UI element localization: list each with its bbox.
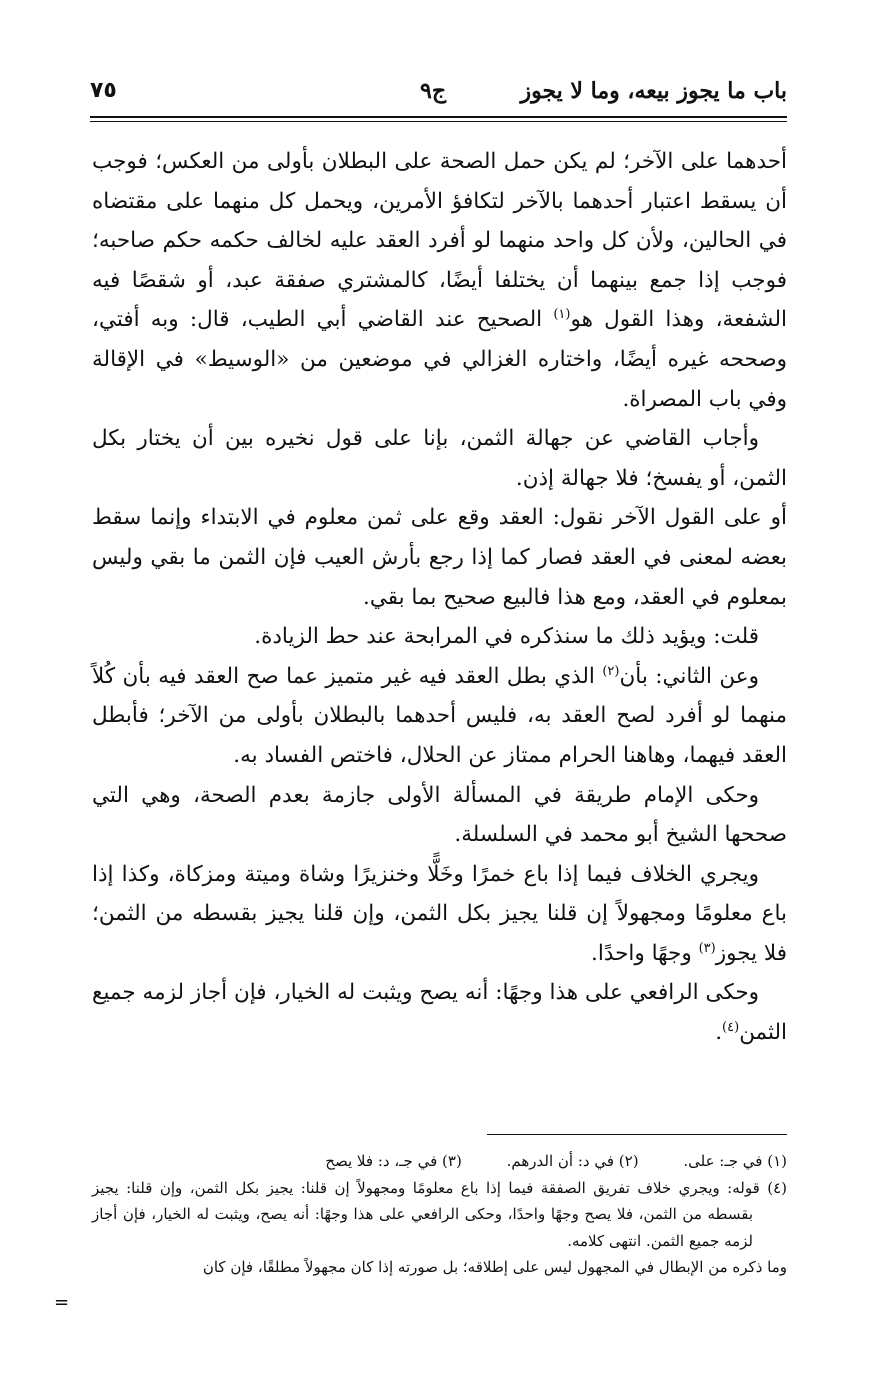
paragraph bbox=[92, 498, 787, 617]
paragraph-text: الصحيح عند القاضي أبي الطيب، قال: وبه أفتي، وصححه غيره أيضًا، واختاره الغزالي في موضعين من «الوسيط» في الإقالة وفي باب المصراة. bbox=[92, 307, 787, 412]
paragraph-text: أو على القول الآخر نقول: العقد وقع على ثمن معلوم في الابتداء وإنما سقط بعضه لمعنى في العقد فصار كما إذا رجع بأرش العيب فإن الثمن ما بقي وليس بمعلوم في العقد، ومع هذا فالبيع صحيح بما بقي. bbox=[92, 505, 787, 610]
paragraph-text: قلت: ويؤيد ذلك ما سنذكره في المرابحة عند حط الزيادة. bbox=[254, 624, 759, 650]
footnote-ref: (٤) bbox=[722, 1019, 740, 1035]
footnote-1: (١) في جـ: على. bbox=[683, 1152, 787, 1170]
paragraph-text: . bbox=[715, 1020, 723, 1046]
volume-label: ج۹ bbox=[420, 78, 447, 104]
paragraph-text: وحكى الإمام طريقة في المسألة الأولى جازمة بعدم الصحة، وهي التي صححها الشيخ أبو محمد في السلسلة. bbox=[92, 782, 787, 848]
page-number: ٧٥ bbox=[90, 78, 117, 103]
footnote-4: (٤) قوله: ويجري خلاف تفريق الصفقة فيما إذا باع معلومًا ومجهولاً إن قلنا: يجيز بكل الثمن، وإن قلنا: يجيز بقسطه من الثمن، فلا يصح وجهًا واحدًا، وحكى الرافعي على هذا وجهًا: أنه يصح، ويثبت له الخيار، فإن أجاز لزمه جميع الثمن. انتهى كلامه. bbox=[92, 1178, 787, 1250]
paragraph bbox=[92, 142, 787, 419]
paragraph-text: وجهًا واحدًا. bbox=[591, 940, 699, 966]
footnote-separator bbox=[487, 1134, 787, 1135]
footnote-continuation: وما ذكره من الإبطال في المجهول ليس على إطلاقه؛ بل صورته إذا كان مجهولاً مطلقًا، فإن كان bbox=[202, 1258, 787, 1276]
header-rule-thin bbox=[90, 121, 787, 122]
footnote-ref: (١) bbox=[553, 307, 571, 323]
main-text bbox=[92, 142, 787, 1053]
paragraph-text: ويجري الخلاف فيما إذا باع خمرًا وخَلًّا وخنزيرًا وشاة وميتة ومزكاة، وكذا إذا باع معلومًا ومجهولاً إن قلنا يجيز بكل الثمن، وإن قلنا يجيز بقسطه من الثمن؛ فلا يجوز bbox=[92, 861, 787, 966]
paragraph-text: وأجاب القاضي عن جهالة الثمن، بإنا على قول نخيره بين أن يختار بكل الثمن، أو يفسخ؛ فلا جهالة إذن. bbox=[92, 426, 787, 491]
paragraph-text: الذي بطل العقد فيه غير متميز عما صح العقد فيه بأن كُلاً منهما لو أفرد لصح العقد به، فليس أحدهما بالبطلان بأولى من الآخر؛ فأبطل العقد فيهما، وهاهنا الحرام ممتاز عن الحلال، فاختص الفساد به. bbox=[92, 663, 787, 768]
paragraph bbox=[92, 419, 787, 498]
paragraph-text: وحكى الرافعي على هذا وجهًا: أنه يصح ويثبت له الخيار، فإن أجاز لزمه جميع الثمن bbox=[92, 980, 787, 1046]
footnote-ref: (٣) bbox=[698, 940, 716, 956]
footnote-row-1-3 bbox=[92, 1148, 787, 1175]
footnote-ref: (٢) bbox=[602, 663, 620, 679]
paragraph bbox=[92, 973, 787, 1052]
footnote-3: (٣) في جـ، د: فلا يصح bbox=[325, 1152, 462, 1170]
paragraph bbox=[92, 776, 787, 855]
footnotes bbox=[92, 1148, 787, 1281]
continuation-mark: = bbox=[54, 1292, 70, 1313]
header-rule-thick bbox=[90, 116, 787, 118]
running-header bbox=[90, 78, 787, 112]
paragraph bbox=[92, 617, 787, 657]
paragraph-text: أحدهما على الآخر؛ لم يكن حمل الصحة على البطلان بأولى من العكس؛ فوجب أن يسقط اعتبار أحدهما بالآخر لتكافؤ الأمرين، ويحمل كل منهما على مقتضاه في الحالين، ولأن كل واحد منهما لو أفرد العقد عليه لخالف حكمه حكم صاحبه؛ فوجب إذا جمع بينهما أن يختلفا أيضًا، كالمشتري صفقة عبد، أو شقصًا فيه الشفعة، وهذا القول هو bbox=[92, 149, 787, 333]
paragraph bbox=[92, 657, 787, 776]
paragraph-text: وعن الثاني: بأن bbox=[619, 663, 759, 689]
paragraph bbox=[92, 855, 787, 974]
chapter-title: باب ما يجوز بيعه، وما لا يجوز bbox=[520, 78, 787, 104]
footnote-2: (٢) في د: أن الدرهم. bbox=[506, 1152, 639, 1170]
